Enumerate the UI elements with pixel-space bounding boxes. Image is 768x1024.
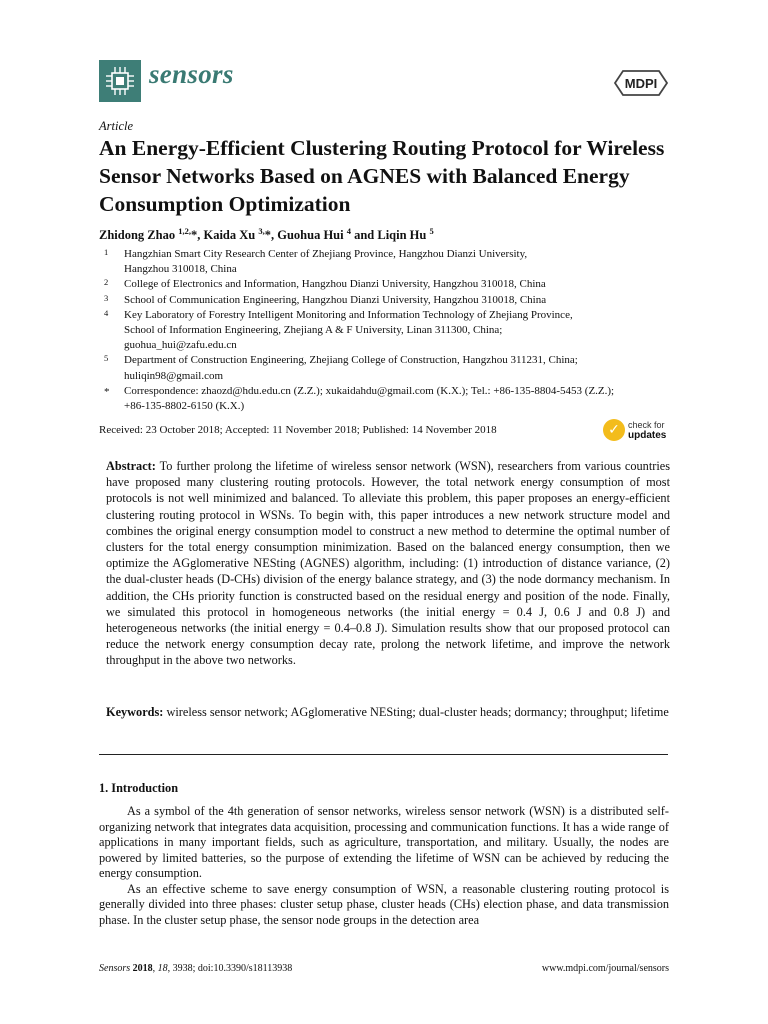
affiliation-number: 5 — [104, 353, 109, 364]
author-separator: and — [350, 228, 378, 243]
author-separator: , — [197, 228, 204, 243]
journal-url[interactable]: www.mdpi.com/journal/sensors — [541, 963, 669, 974]
section-divider — [99, 754, 668, 755]
citation-footer: Sensors 2018, 18, 3938; doi:10.3390/s18113938 — [99, 963, 293, 974]
check-for-updates-badge[interactable] — [603, 419, 673, 443]
affiliation-line: guohua_hui@zafu.edu.cn — [124, 339, 237, 352]
author-name: Zhidong Zhao — [99, 228, 176, 243]
author-list — [99, 226, 434, 243]
correspondence — [104, 384, 674, 414]
publication-dates: Received: 23 October 2018; Accepted: 11 November 2018; Published: 14 November 2018 — [99, 424, 497, 436]
affiliation-item — [104, 308, 674, 354]
author-affiliation-marker: 1,2, — [178, 226, 191, 236]
affiliation-number: 1 — [104, 247, 109, 257]
correspondence-mark: * — [104, 385, 110, 398]
paragraph: As an effective scheme to save energy consumption of WSN, a reasonable clustering routing protocol is generally divided into three phases: cluster setup phase, cluster heads (CHs) election phase, and data transmission phase. In the cluster setup phase, the sensor node groups in the detection area — [99, 881, 669, 927]
author-separator: , — [270, 228, 278, 243]
corresponding-author-mark: * — [264, 228, 271, 243]
affiliation-item — [104, 247, 674, 277]
abstract-text: To further prolong the lifetime of wireless sensor network (WSN), researchers from various countries have proposed many clustering routing protocols. However, the total network energy consumption of most protocols is not well minimized and balanced. To alleviate this problem, this paper proposes an energy-efficient clustering routing protocol in WSNs. To begin with, this paper introduces a new network structure model and combines the original energy consumption model to construct a new method to determine the optimal number of clusters for the total energy consumption minimization. Based on the balanced energy consumption, then we optimize the AGglomerative NESting (AGNES) algorithm, including: (1) introduction of distance variance, (2) the dual-cluster heads (D-CHs) division of the energy balance strategy, and (3) the node dormancy mechanism. In addition, the CHs priority function is constructed based on the residual energy and position of the node. Finally, we simulated this protocol in homogeneous networks (the initial energy = 0.4 J, 0.6 J and 0.8 J) and heterogeneous networks (the initial energy = 0.4–0.8 J). Simulation results show that our proposed protocol can reduce the network energy consumption decay rate, prolong the network lifetime, and improve the network throughput in the above two networks. — [106, 459, 670, 668]
keywords-text: wireless sensor network; AGglomerative NESting; dual-cluster heads; dormancy; throughput; lifetime — [166, 705, 669, 719]
footer-journal: Sensors — [99, 963, 131, 974]
affiliation-line: Hangzhian Smart City Research Center of Zhejiang Province, Hangzhou Dianzi University, — [124, 248, 528, 260]
footer-volume: 18 — [157, 963, 168, 974]
check-badge-line1: check for — [628, 420, 665, 430]
abstract — [106, 458, 670, 669]
author-name: Guohua Hui — [277, 228, 344, 243]
affiliation-item — [104, 353, 674, 383]
footer-year: 2018 — [132, 963, 153, 974]
section-body — [99, 804, 669, 928]
correspondence-line: Correspondence: zhaozd@hdu.edu.cn (Z.Z.); xukaidahdu@gmail.com (K.X.); Tel.: +86-135-8804-5453 (Z.Z.); — [124, 384, 615, 397]
publisher-logo — [613, 69, 669, 97]
author-affiliation-marker: 3, — [258, 226, 265, 236]
paper-title: An Energy-Efficient Clustering Routing Protocol for Wireless Sensor Networks Based on AGNES with Balanced Energy Consumption Optimization — [99, 136, 665, 216]
author-name: Kaida Xu — [203, 228, 256, 243]
author-affiliation-marker: 4 — [346, 226, 351, 236]
footer-doi: , 3938; doi:10.3390/s18113938 — [167, 963, 293, 974]
affiliation-line: School of Information Engineering, Zhejiang A & F University, Linan 311300, China; — [124, 324, 503, 337]
corresponding-author-mark: * — [190, 228, 198, 243]
paragraph: As a symbol of the 4th generation of sensor networks, wireless sensor network (WSN) is a distributed self-organizing network that integrates data acquisition, processing and communication functions. It has a wide range of applications in many important fields, such as agriculture, transportation, and military. Usually, the nodes are powered by limited batteries, so the purpose of extending the lifetime of WSN can be achieved by reducing the energy consumption. — [99, 804, 669, 880]
affiliation-number: 2 — [104, 277, 109, 288]
affiliation-number: 3 — [104, 292, 109, 303]
section-heading: 1. Introduction — [99, 781, 179, 795]
affiliation-line: School of Communication Engineering, Hangzhou Dianzi University, Hangzhou 310018, China — [124, 293, 547, 306]
correspondence-line: +86-135-8802-6150 (K.X.) — [124, 400, 245, 413]
author-name: Liqin Hu — [377, 228, 427, 243]
keywords-label: Keywords: — [106, 705, 164, 719]
affiliation-item — [104, 293, 674, 308]
abstract-label: Abstract: — [106, 459, 156, 473]
affiliation-list — [104, 247, 674, 414]
check-icon: ✓ — [603, 419, 625, 441]
publisher-name: MDPI — [624, 76, 658, 91]
journal-logo-icon — [99, 60, 141, 102]
affiliation-item — [104, 277, 674, 292]
affiliation-line: Hangzhou 310018, China — [124, 263, 237, 276]
journal-header — [99, 57, 669, 103]
affiliation-line: Key Laboratory of Forestry Intelligent Monitoring and Information Technology of Zhejiang Province, — [124, 308, 573, 321]
affiliation-number: 4 — [104, 307, 109, 318]
article-type: Article — [99, 119, 134, 133]
keywords — [106, 704, 670, 720]
author-affiliation-marker: 5 — [429, 226, 434, 236]
affiliation-line: Department of Construction Engineering, Zhejiang College of Construction, Hangzhou 311231, China; — [124, 354, 578, 367]
check-badge-line2: updates — [628, 430, 667, 441]
affiliation-line: huliqin98@gmail.com — [124, 369, 224, 382]
affiliation-line: College of Electronics and Information, Hangzhou Dianzi University, Hangzhou 310018, China — [124, 278, 546, 291]
journal-name: sensors — [149, 59, 234, 89]
